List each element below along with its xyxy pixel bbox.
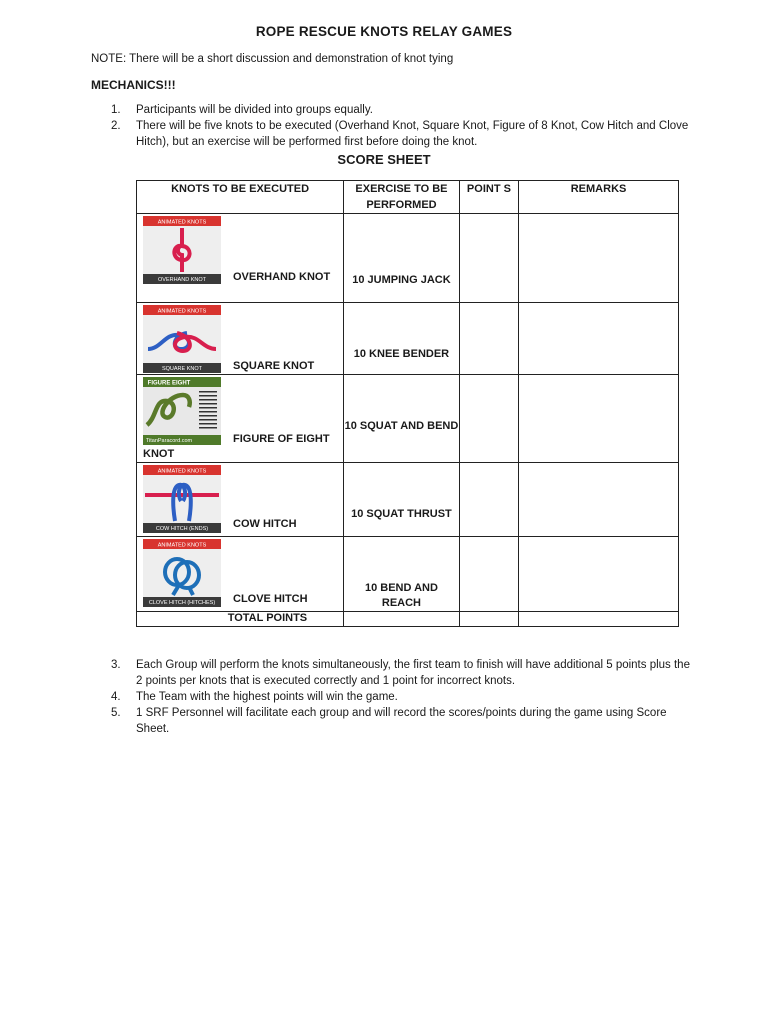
points-cell[interactable]	[459, 375, 518, 463]
table-header-row	[137, 181, 679, 214]
knot-name: CLOVE HITCH	[233, 593, 308, 605]
rules-list	[111, 657, 691, 737]
total-points-label: TOTAL POINTS	[137, 612, 344, 627]
points-cell[interactable]	[459, 214, 518, 303]
list-item: 2. There will be five knots to be executed (Overhand Knot, Square Knot, Figure of 8 Knot, Cow Hitch and Clove Hitch), but an exercise will be performed first before doing the knot.	[111, 120, 689, 148]
square-knot-icon	[143, 305, 221, 373]
knot-cell	[137, 537, 344, 612]
list-item: 3. Each Group will perform the knots simultaneously, the first team to finish will have additional 5 points plus the 2 points per knots that is executed correctly and 1 point for incorrect knots.	[111, 659, 690, 687]
svg-text:ANIMATED KNOTS: ANIMATED KNOTS	[157, 308, 207, 315]
header-remarks: REMARKS	[519, 181, 679, 214]
mechanics-list	[111, 102, 691, 150]
exercise-cell: 10 JUMPING JACK	[344, 214, 460, 303]
knot-cell	[137, 375, 344, 463]
svg-text:TitanParacord.com: TitanParacord.com	[145, 438, 193, 444]
svg-text:FIGURE EIGHT: FIGURE EIGHT	[147, 380, 191, 387]
exercise-cell: 10 SQUAT AND BEND	[344, 375, 460, 463]
points-cell[interactable]	[459, 303, 518, 375]
note-text: NOTE: There will be a short discussion and demonstration of knot tying	[91, 53, 454, 65]
svg-text:SQUARE KNOT: SQUARE KNOT	[161, 366, 203, 372]
header-knots: KNOTS TO BE EXECUTED	[137, 181, 344, 214]
table-row	[137, 303, 679, 375]
table-row	[137, 214, 679, 303]
remarks-cell[interactable]	[519, 214, 679, 303]
svg-text:OVERHAND KNOT: OVERHAND KNOT	[158, 277, 206, 283]
header-exercise: EXERCISE TO BE PERFORMED	[344, 181, 460, 214]
points-cell[interactable]	[459, 537, 518, 612]
exercise-cell: 10 BEND AND REACH	[344, 537, 460, 612]
remarks-cell[interactable]	[519, 463, 679, 537]
total-remarks-cell[interactable]	[519, 612, 679, 627]
exercise-cell: 10 SQUAT THRUST	[344, 463, 460, 537]
svg-text:ANIMATED KNOTS: ANIMATED KNOTS	[157, 468, 207, 475]
overhand-knot-icon	[143, 216, 221, 284]
total-row	[137, 612, 679, 627]
document-title: ROPE RESCUE KNOTS RELAY GAMES	[255, 24, 513, 39]
remarks-cell[interactable]	[519, 375, 679, 463]
remarks-cell[interactable]	[519, 303, 679, 375]
exercise-cell: 10 KNEE BENDER	[344, 303, 460, 375]
table-row	[137, 463, 679, 537]
svg-text:ANIMATED KNOTS: ANIMATED KNOTS	[157, 542, 207, 549]
svg-text:CLOVE HITCH (HITCHES): CLOVE HITCH (HITCHES)	[148, 600, 216, 606]
knot-cell	[137, 214, 344, 303]
points-cell[interactable]	[459, 463, 518, 537]
knot-name: COW HITCH	[233, 518, 297, 530]
svg-text:ANIMATED KNOTS: ANIMATED KNOTS	[157, 219, 207, 226]
list-item: 4. The Team with the highest points will win the game.	[111, 691, 398, 703]
cow-hitch-icon	[143, 465, 221, 533]
knot-cell	[137, 463, 344, 537]
knot-name: FIGURE OF EIGHT	[233, 433, 330, 445]
knot-name: OVERHAND KNOT	[233, 271, 331, 283]
knot-cell	[137, 303, 344, 375]
total-points-cell	[459, 612, 518, 627]
list-item: 5. 1 SRF Personnel will facilitate each group and will record the scores/points during the game using Score Sheet.	[111, 707, 667, 735]
score-sheet-title: SCORE SHEET	[337, 152, 431, 167]
header-points: POINT S	[459, 181, 518, 214]
svg-text:COW HITCH (ENDS): COW HITCH (ENDS)	[155, 526, 209, 532]
list-item: 1. Participants will be divided into groups equally.	[111, 104, 373, 116]
table-row	[137, 375, 679, 463]
mechanics-heading: MECHANICS!!!	[91, 78, 176, 92]
total-points-value[interactable]	[344, 612, 460, 627]
knot-name: SQUARE KNOT	[233, 360, 315, 372]
score-sheet-table	[136, 180, 679, 627]
knot-name-wrap: KNOT	[143, 448, 175, 460]
remarks-cell[interactable]	[519, 537, 679, 612]
clove-hitch-icon	[143, 539, 221, 607]
figure-eight-knot-icon	[143, 377, 221, 445]
table-row	[137, 537, 679, 612]
